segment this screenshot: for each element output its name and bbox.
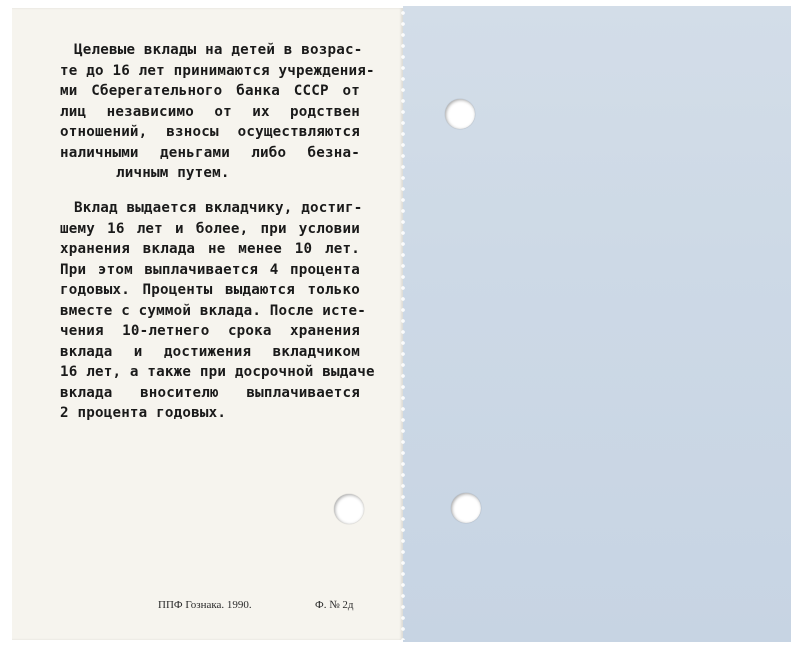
text-line: Вклад выдается вкладчику, достиг- <box>74 200 363 216</box>
printer-imprint: ППФ Гознака. 1990. <box>158 599 252 611</box>
paragraph-payout-terms <box>60 198 375 424</box>
text-line: Целевые вклады на детей в возрас- <box>74 42 363 58</box>
punch-hole-left-bottom <box>334 494 364 524</box>
text-line: отношений, взносы осуществляются <box>60 124 360 140</box>
text-line: личным путем. <box>116 165 230 181</box>
text-line: вместе с суммой вклада. После исте- <box>60 302 366 319</box>
text-line: наличными деньгами либо безна- <box>60 144 360 161</box>
text-line: лиц независимо от их родствен <box>60 103 360 120</box>
punch-hole-top <box>445 99 475 129</box>
text-line: ми Сберегательного банка СССР от <box>60 83 360 99</box>
text-line: хранения вклада не менее 10 лет. <box>60 241 360 257</box>
text-line: 2 процента годовых. <box>60 405 227 421</box>
text-line: вклада и достижения вкладчиком <box>60 343 360 360</box>
form-number: Ф. № 2д <box>315 599 354 611</box>
paragraph-deposit-terms <box>60 40 375 184</box>
text-line: те до 16 лет принимаются учреждения- <box>60 62 375 79</box>
perforation-line <box>398 8 408 640</box>
text-line: шему 16 лет и более, при условии <box>60 220 360 237</box>
text-line: При этом выплачивается 4 процента <box>60 261 360 278</box>
text-line: вклада вносителю выплачивается <box>60 384 360 401</box>
text-line: чения 10-летнего срока хранения <box>60 323 360 339</box>
punch-hole-right-bottom <box>451 493 481 523</box>
text-line: годовых. Проценты выдаются только <box>60 282 360 298</box>
text-line: 16 лет, а также при досрочной выдаче <box>60 364 375 380</box>
